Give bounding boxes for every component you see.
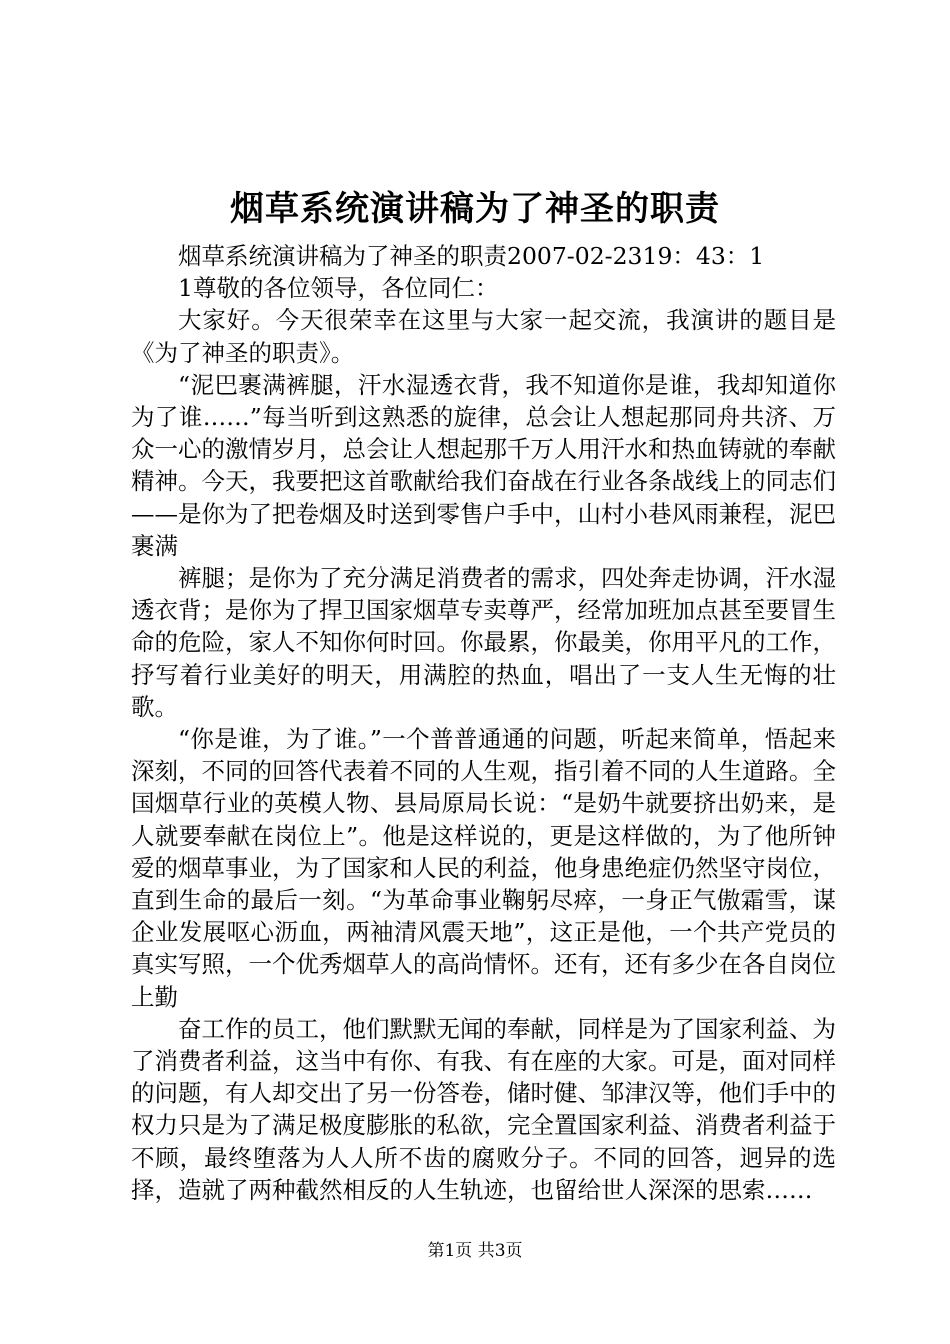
paragraph-contrast: 奋工作的员工，他们默默无闻的奉献，同样是为了国家利益、为了消费者利益，这当中有你、有我、有在座的大家。可是，面对同样的问题，有人却交出了另一份答卷，储时健、邹津汉等，他们手中的权力只是为了满足极度膨胀的私欲，完全置国家利益、消费者利益于不顾，最终堕落为人人所不齿的腐败分子。不同的回答，迥异的选择，造就了两种截然相反的人生轨迹，也留给世人深深的思索…… (131, 1014, 836, 1204)
paragraph-subtitle-line: 烟草系统演讲稿为了神圣的职责2007-02-2319：43：1 (178, 242, 765, 270)
paragraph-salutation: 1尊敬的各位领导，各位同仁： (178, 274, 499, 303)
paragraph-song-intro: “泥巴裹满裤腿，汗水湿透衣背，我不知道你是谁，我却知道你为了谁……”每当听到这熟悉的旋律，总会让人想起那同舟共济、万众一心的激情岁月，总会让人想起那千万人用汗水和热血铸就的奉献精神。今天，我要把这首歌献给我们奋战在行业各条战线上的同志们——是你为了把卷烟及时送到零售户手中，山村小巷风雨兼程，泥巴裹满 (131, 370, 836, 560)
document-body (131, 240, 836, 1206)
paragraph-greeting: 大家好。今天很荣幸在这里与大家一起交流，我演讲的题目是《为了神圣的职责》。 (131, 306, 836, 367)
document-title: 烟草系统演讲稿为了神圣的职责 (230, 189, 720, 229)
page-footer: 第1页 共3页 (427, 1241, 523, 1261)
paragraph-who-for-whom: “你是谁，为了谁。”一个普普通通的问题，听起来简单，悟起来深刻，不同的回答代表着不同的人生观，指引着不同的人生道路。全国烟草行业的英模人物、县局原局长说：“是奶牛就要挤出奶来，是人就要奉献在岗位上”。他是这样说的，更是这样做的，为了他所钟爱的烟草事业，为了国家和人民的利益，他身患绝症仍然坚守岗位，直到生命的最后一刻。“为革命事业鞠躬尽瘁，一身正气傲霜雪，谋企业发展呕心沥血，两袖清风震天地”，这正是他，一个共产党员的真实写照，一个优秀烟草人的高尚情怀。还有，还有多少在各自岗位上勤 (131, 725, 836, 1011)
paragraph-dedication: 裤腿；是你为了充分满足消费者的需求，四处奔走协调，汗水湿透衣背；是你为了捍卫国家烟草专卖尊严，经常加班加点甚至要冒生命的危险，家人不知你何时回。你最累，你最美，你用平凡的工作，抒写着行业美好的明天，用满腔的热血，唱出了一支人生无悔的壮歌。 (131, 564, 836, 721)
